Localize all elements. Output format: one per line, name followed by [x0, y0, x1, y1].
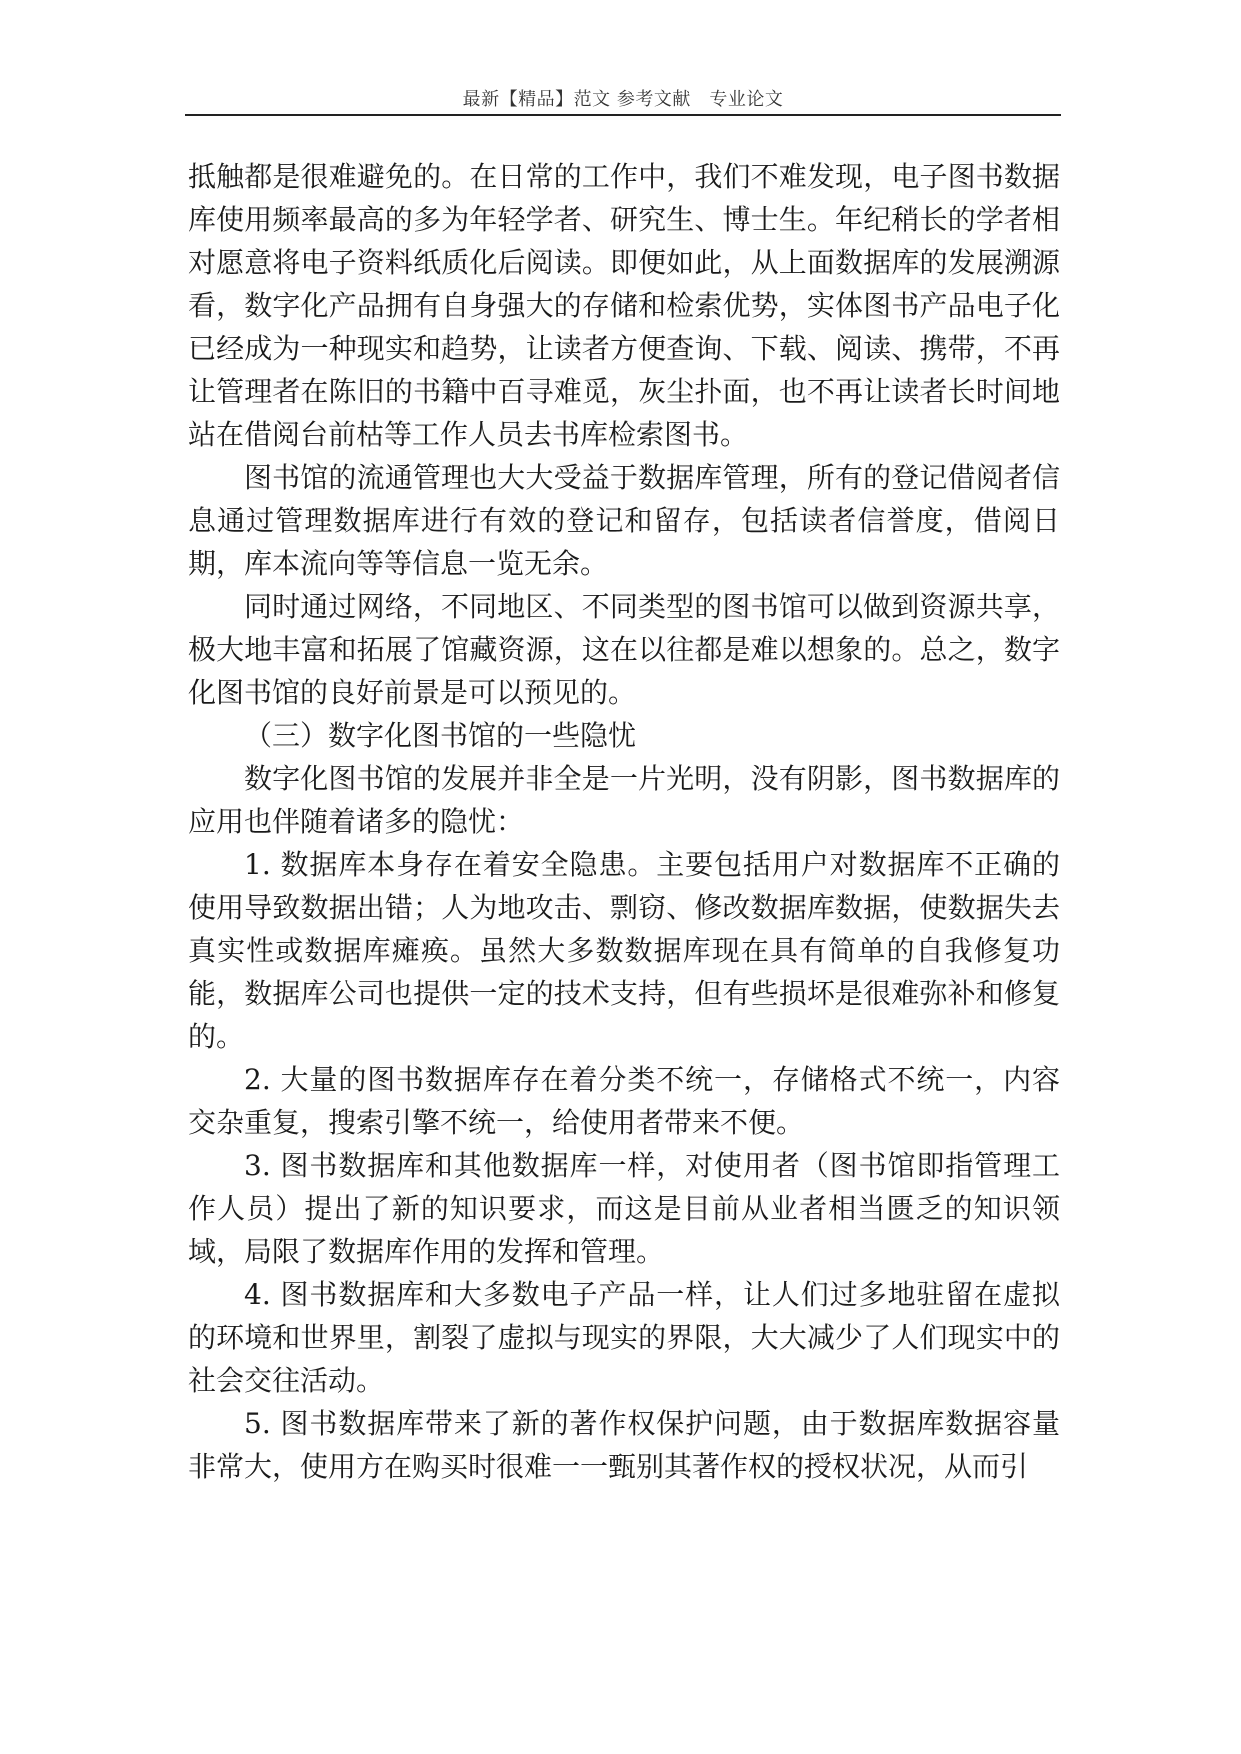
list-item-2: 2. 大量的图书数据库存在着分类不统一，存储格式不统一，内容交杂重复，搜索引擎不统一，给使用者带来不便。 — [188, 1063, 1060, 1139]
list-item-3: 3. 图书数据库和其他数据库一样，对使用者（图书馆即指管理工作人员）提出了新的知识要求，而这是目前从业者相当匮乏的知识领域，局限了数据库作用的发挥和管理。 — [188, 1149, 1060, 1268]
section-heading: （三）数字化图书馆的一些隐忧 — [244, 719, 637, 752]
page-header: 最新【精品】范文 参考文献 专业论文 — [462, 89, 784, 110]
paragraph-intro-concerns: 数字化图书馆的发展并非全是一片光明，没有阴影，图书数据库的应用也伴随着诸多的隐忧： — [188, 762, 1060, 838]
list-item-1: 1. 数据库本身存在着安全隐患。主要包括用户对数据库不正确的使用导致数据出错；人为地攻击、剽窃、修改数据库数据，使数据失去真实性或数据库瘫痪。虽然大多数数据库现在具有简单的自我修复功能，数据库公司也提供一定的技术支持，但有些损坏是很难弥补和修复的。 — [188, 848, 1060, 1053]
paragraph-continuation: 抵触都是很难避免的。在日常的工作中，我们不难发现，电子图书数据库使用频率最高的多为年轻学者、研究生、博士生。年纪稍长的学者相对愿意将电子资料纸质化后阅读。即便如此，从上面数据库的发展溯源看，数字化产品拥有自身强大的存储和检索优势，实体图书产品电子化已经成为一种现实和趋势，让读者方便查询、下载、阅读、携带，不再让管理者在陈旧的书籍中百寻难觅，灰尘扑面，也不再让读者长时间地站在借阅台前枯等工作人员去书库检索图书。 — [188, 160, 1060, 451]
paragraph-circulation: 图书馆的流通管理也大大受益于数据库管理，所有的登记借阅者信息通过管理数据库进行有效的登记和留存，包括读者信誉度，借阅日期，库本流向等等信息一览无余。 — [188, 461, 1060, 580]
document-body — [188, 155, 1060, 1488]
header-rule — [185, 114, 1061, 116]
paragraph-resource-sharing: 同时通过网络，不同地区、不同类型的图书馆可以做到资源共享，极大地丰富和拓展了馆藏资源，这在以往都是难以想象的。总之，数字化图书馆的良好前景是可以预见的。 — [188, 590, 1060, 709]
list-item-5: 5. 图书数据库带来了新的著作权保护问题，由于数据库数据容量非常大，使用方在购买时很难一一甄别其著作权的授权状况，从而引 — [188, 1407, 1060, 1483]
list-item-4: 4. 图书数据库和大多数电子产品一样，让人们过多地驻留在虚拟的环境和世界里，割裂了虚拟与现实的界限，大大减少了人们现实中的社会交往活动。 — [188, 1278, 1060, 1397]
